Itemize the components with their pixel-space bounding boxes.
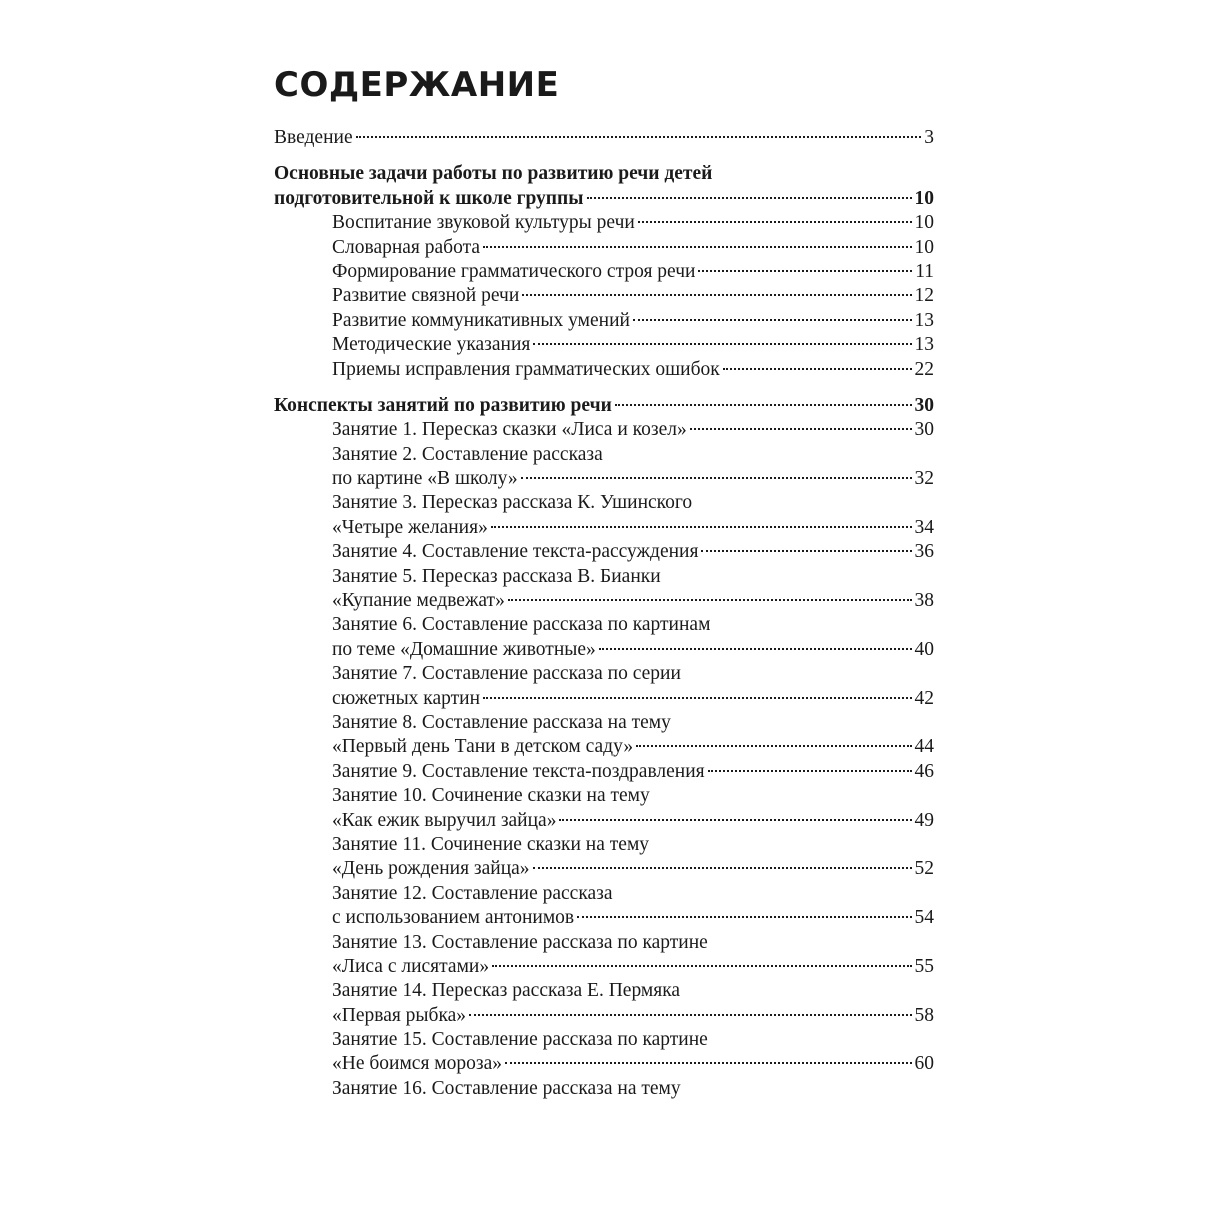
section-heading-last-line	[274, 187, 934, 211]
toc-entry-line: Занятие 10. Сочинение сказки на тему	[332, 785, 650, 807]
dot-leader	[522, 294, 911, 296]
toc-lesson-entry[interactable]	[274, 760, 934, 784]
toc-entry-label: «Лиса с лисятами»	[332, 955, 490, 977]
toc-page-number: 42	[914, 687, 934, 709]
toc-subentry[interactable]	[274, 284, 934, 308]
toc-entry-label: Воспитание звуковой культуры речи	[332, 212, 635, 234]
table-of-contents	[274, 126, 934, 1101]
toc-entry-label: «Четыре желания»	[332, 516, 488, 538]
toc-entry-label: «Купание медвежат»	[332, 590, 505, 612]
toc-entry-last-line	[274, 1004, 934, 1028]
toc-page-number: 40	[914, 638, 934, 660]
toc-entry-label: с использованием антонимов	[332, 907, 575, 929]
toc-section-1[interactable]	[274, 162, 934, 211]
toc-page-number: 55	[914, 955, 934, 977]
dot-leader	[356, 136, 922, 138]
toc-entry-label: Словарная работа	[332, 236, 481, 258]
toc-subentry[interactable]	[274, 309, 934, 333]
toc-entry-line: Занятие 7. Составление рассказа по серии	[332, 663, 681, 685]
dot-leader	[599, 648, 912, 650]
toc-lesson-entry[interactable]	[274, 662, 934, 711]
dot-leader	[690, 428, 912, 430]
dot-leader	[559, 819, 911, 821]
dot-leader	[708, 770, 912, 772]
toc-entry-line: Занятие 6. Составление рассказа по картинам	[332, 614, 711, 636]
toc-entry-label: сюжетных картин	[332, 687, 481, 709]
toc-entry-line: Занятие 15. Составление рассказа по картине	[332, 1029, 708, 1051]
toc-page-number: 52	[914, 858, 934, 880]
dot-leader	[701, 550, 911, 552]
toc-entry-label: Развитие коммуникативных умений	[332, 309, 630, 331]
dot-leader	[469, 1014, 911, 1016]
dot-leader	[491, 526, 912, 528]
toc-page-number: 30	[914, 419, 934, 441]
toc-entry-last-line	[274, 809, 934, 833]
dot-leader	[533, 867, 912, 869]
toc-subentry[interactable]	[274, 333, 934, 357]
toc-page-number: 10	[914, 187, 934, 209]
toc-entry-label: Конспекты занятий по развитию речи	[274, 394, 612, 416]
dot-leader	[505, 1062, 911, 1064]
toc-lesson-entry[interactable]	[274, 882, 934, 931]
dot-leader	[508, 599, 912, 601]
toc-page-number: 13	[914, 334, 934, 356]
toc-subentry[interactable]	[274, 211, 934, 235]
toc-entry-label: Методические указания	[332, 334, 531, 356]
dot-leader	[636, 745, 911, 747]
toc-entry-label: Развитие связной речи	[332, 285, 520, 307]
toc-entry-label: Введение	[274, 127, 353, 148]
toc-lesson-entry[interactable]	[274, 931, 934, 980]
toc-entry-line: Занятие 12. Составление рассказа	[332, 882, 613, 904]
toc-entry-label: Занятие 9. Составление текста-поздравления	[332, 760, 705, 782]
toc-entry-last-line	[274, 857, 934, 881]
toc-entry-line: Занятие 2. Составление рассказа	[332, 443, 603, 465]
toc-entry-label: Приемы исправления грамматических ошибок	[332, 358, 720, 380]
toc-subentry[interactable]	[274, 358, 934, 382]
toc-lesson-entry[interactable]	[274, 565, 934, 614]
toc-lesson-entry[interactable]	[274, 443, 934, 492]
toc-entry-label: Занятие 4. Составление текста-рассуждения	[332, 541, 699, 563]
toc-lesson-entry[interactable]: Занятие 16. Составление рассказа на тему	[332, 1077, 681, 1099]
toc-section-2[interactable]	[274, 394, 934, 418]
toc-page-number: 46	[914, 760, 934, 782]
toc-entry-last-line	[274, 735, 934, 759]
toc-page-number: 10	[914, 236, 934, 258]
toc-entry-last-line	[274, 467, 934, 491]
toc-entry-last-line	[274, 1052, 934, 1076]
toc-entry-last-line	[274, 516, 934, 540]
toc-page-number: 11	[915, 260, 934, 282]
dot-leader	[698, 270, 912, 272]
toc-page-number: 12	[914, 285, 934, 307]
toc-entry-last-line	[274, 589, 934, 613]
toc-page-number: 60	[914, 1053, 934, 1075]
dot-leader	[587, 197, 912, 199]
dot-leader	[577, 916, 911, 918]
toc-subentry[interactable]	[274, 236, 934, 260]
page-title: СОДЕРЖАНИЕ	[274, 65, 560, 105]
toc-entry-line: Занятие 13. Составление рассказа по картине	[332, 931, 708, 953]
toc-page-number: 22	[914, 358, 934, 380]
toc-page-number: 38	[914, 590, 934, 612]
toc-entry-last-line	[274, 687, 934, 711]
toc-subentry[interactable]	[274, 260, 934, 284]
dot-leader	[492, 965, 911, 967]
toc-lesson-entry[interactable]	[274, 418, 934, 442]
toc-entry-label: «День рождения зайца»	[332, 858, 530, 880]
toc-lesson-entry[interactable]	[274, 711, 934, 760]
toc-entry-line: Занятие 3. Пересказ рассказа К. Ушинского	[332, 492, 693, 514]
toc-page-number: 44	[914, 736, 934, 758]
toc-entry-line: Занятие 5. Пересказ рассказа В. Бианки	[332, 565, 661, 587]
toc-lesson-entry[interactable]	[274, 540, 934, 564]
toc-entry-last-line	[274, 638, 934, 662]
toc-entry-line: Занятие 14. Пересказ рассказа Е. Пермяка	[332, 980, 681, 1002]
toc-page-number: 58	[914, 1004, 934, 1026]
toc-entry-last-line	[274, 955, 934, 979]
toc-page-number: 54	[914, 907, 934, 929]
toc-entry-label: «Первый день Тани в детском саду»	[332, 736, 634, 758]
toc-entry-label: Формирование грамматического строя речи	[332, 260, 696, 282]
toc-entry-label: подготовительной к школе группы	[274, 187, 584, 209]
dot-leader	[615, 404, 912, 406]
toc-page-number: 3	[924, 127, 934, 148]
dot-leader	[521, 477, 912, 479]
dot-leader	[723, 368, 912, 370]
toc-page-number: 32	[914, 468, 934, 490]
toc-entry-intro[interactable]	[274, 126, 934, 150]
toc-page-number: 10	[914, 212, 934, 234]
toc-page	[274, 62, 934, 1101]
dot-leader	[483, 697, 911, 699]
toc-page-number: 49	[914, 809, 934, 831]
toc-entry-label: по картине «В школу»	[332, 468, 518, 490]
toc-entry-line: Занятие 8. Составление рассказа на тему	[332, 711, 671, 733]
toc-lesson-entry[interactable]	[274, 979, 934, 1028]
toc-entry-last-line	[274, 906, 934, 930]
dot-leader	[533, 343, 911, 345]
dot-leader	[633, 319, 912, 321]
toc-lesson-entry[interactable]	[274, 1028, 934, 1077]
toc-lesson-entry[interactable]	[274, 833, 934, 882]
toc-page-number: 13	[914, 309, 934, 331]
toc-lesson-entry[interactable]	[274, 784, 934, 833]
toc-entry-label: «Первая рыбка»	[332, 1004, 467, 1026]
toc-entry-line: Занятие 11. Сочинение сказки на тему	[332, 833, 650, 855]
toc-entry-label: по теме «Домашние животные»	[332, 638, 596, 660]
section-heading-line: Основные задачи работы по развитию речи детей	[274, 163, 713, 185]
toc-lesson-entry[interactable]	[274, 613, 934, 662]
toc-page-number: 36	[914, 541, 934, 563]
toc-page-number: 34	[914, 516, 934, 538]
dot-leader	[483, 246, 911, 248]
toc-lesson-entry[interactable]	[274, 491, 934, 540]
dot-leader	[638, 221, 912, 223]
toc-page-number: 30	[914, 394, 934, 416]
toc-entry-label: «Как ежик выручил зайца»	[332, 809, 557, 831]
toc-entry-label: Занятие 1. Пересказ сказки «Лиса и козел»	[332, 419, 687, 441]
toc-entry-label: «Не боимся мороза»	[332, 1053, 503, 1075]
